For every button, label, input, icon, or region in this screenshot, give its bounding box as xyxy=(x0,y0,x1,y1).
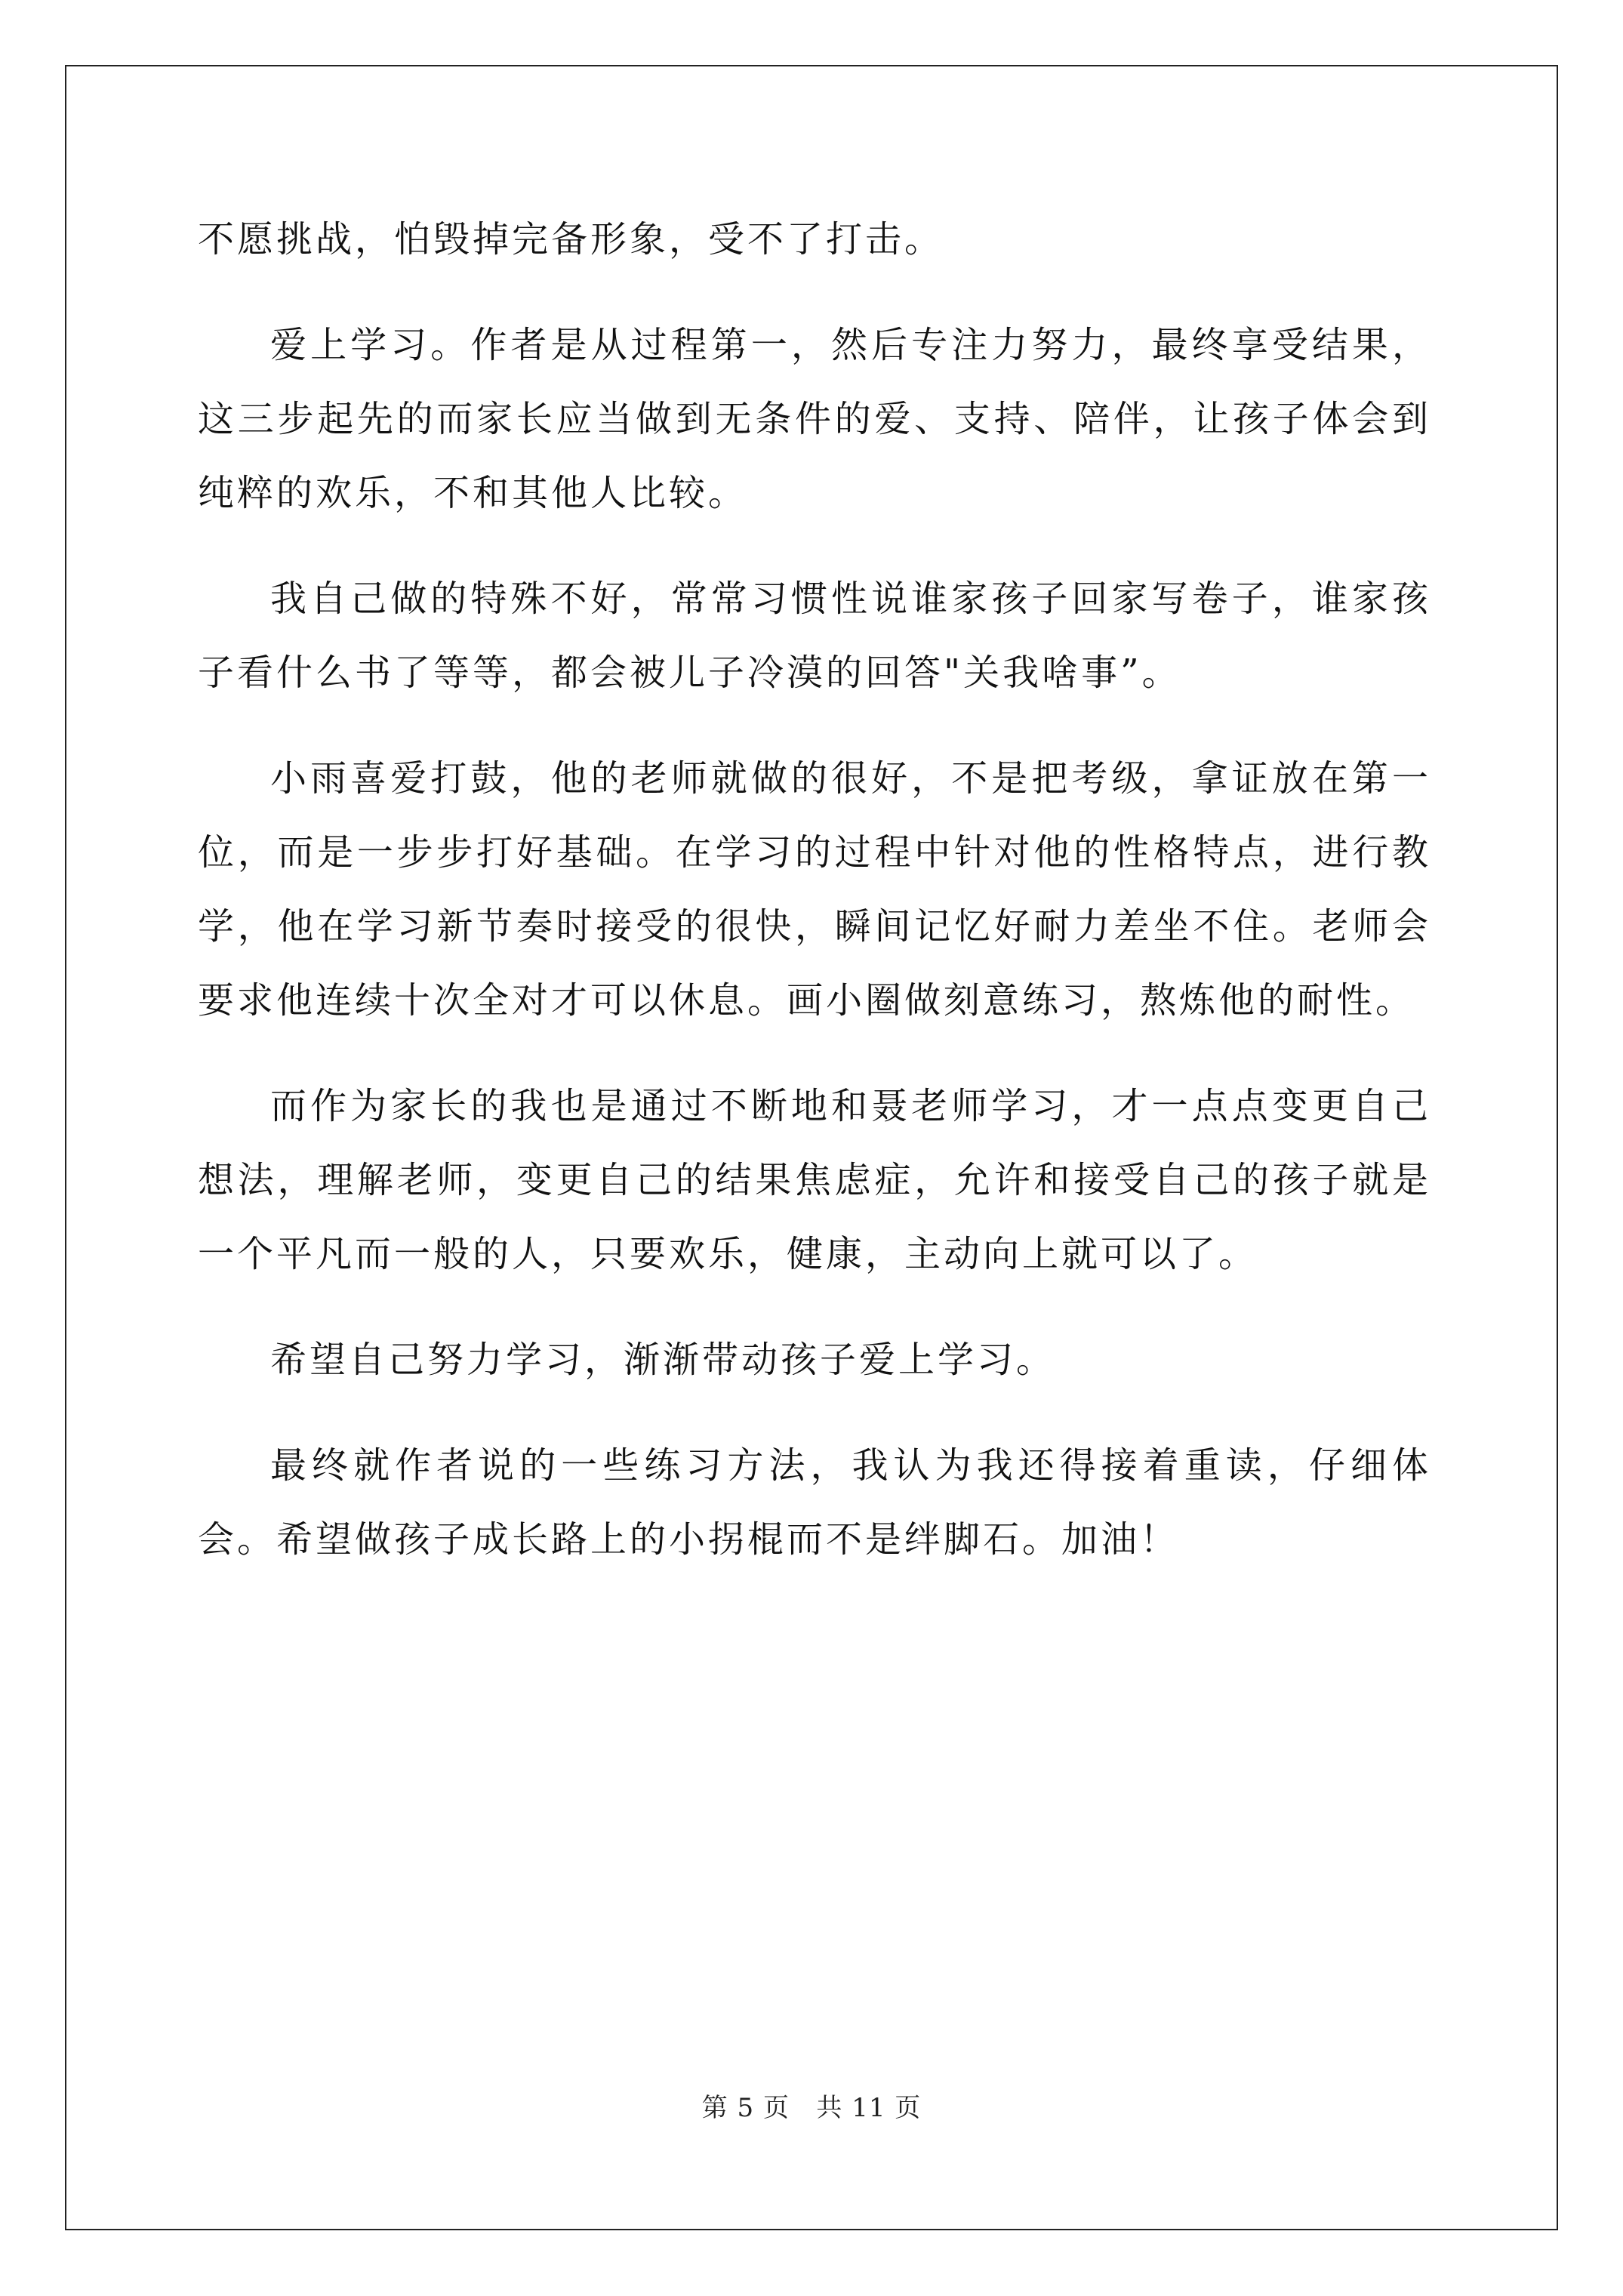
paragraph: 爱上学习。作者是从过程第一，然后专注力努力，最终享受结果，这三步起先的而家长应当做到无条件的爱、支持、陪伴，让孩子体会到纯粹的欢乐，不和其他人比较。 xyxy=(198,324,1431,514)
page-footer xyxy=(0,2087,1623,2124)
page-number: 第 5 页 xyxy=(701,2093,790,2123)
page-total: 共 11 页 xyxy=(816,2093,922,2123)
paragraph: 最终就作者说的一些练习方法，我认为我还得接着重读，仔细体会。希望做孩子成长路上的小拐棍而不是绊脚石。加油！ xyxy=(198,1444,1431,1561)
paragraph-continued: 不愿挑战，怕毁掉完备形象，受不了打击。 xyxy=(198,218,944,260)
paragraph: 希望自己努力学习，渐渐带动孩子爱上学习。 xyxy=(270,1339,1056,1381)
paragraph: 小雨喜爱打鼓，他的老师就做的很好，不是把考级，拿证放在第一位，而是一步步打好基础。在学习的过程中针对他的性格特点，进行教学，他在学习新节奏时接受的很快，瞬间记忆好耐力差坐不住。老师会要求他连续十次全对才可以休息。画小圈做刻意练习，熬炼他的耐性。 xyxy=(198,757,1431,1022)
paragraph: 我自己做的特殊不好，常常习惯性说谁家孩子回家写卷子，谁家孩子看什么书了等等，都会被儿子冷漠的回答"关我啥事”。 xyxy=(198,578,1431,694)
document-body xyxy=(198,202,1431,1608)
paragraph: 而作为家长的我也是通过不断地和聂老师学习，才一点点变更自己想法，理解老师，变更自己的结果焦虑症，允许和接受自己的孩子就是一个平凡而一般的人，只要欢乐，健康，主动向上就可以了。 xyxy=(198,1085,1431,1275)
